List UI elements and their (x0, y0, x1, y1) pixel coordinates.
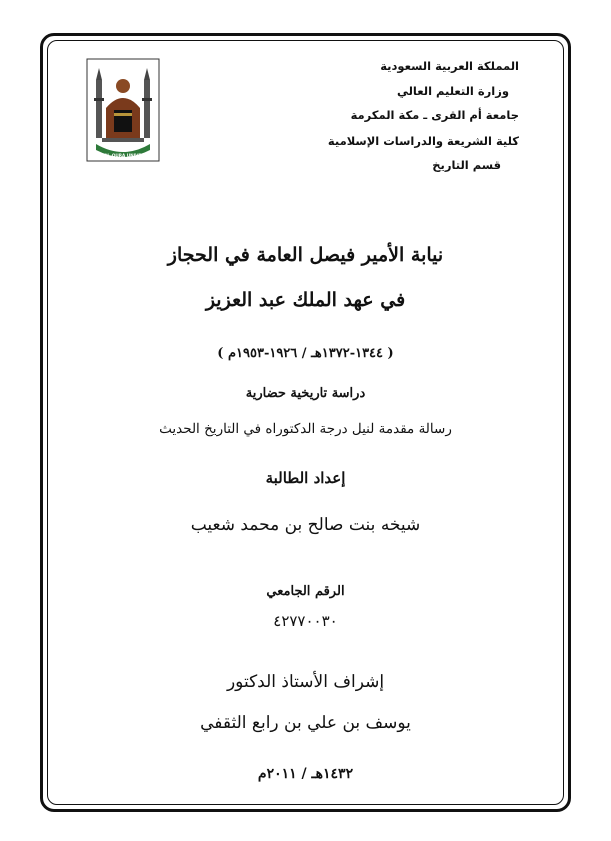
university-id-value: ٤٢٧٧٠٠٣٠ (273, 612, 338, 630)
title-dates: ( ١٣٤٤-١٣٧٢هـ / ١٩٢٦-١٩٥٣م ) (217, 346, 394, 361)
submission-date: ١٤٣٢هـ / ٢٠١١م (257, 766, 354, 782)
student-label: إعداد الطالبة (265, 469, 346, 487)
header-university: جامعة أم القرى ـ مكة المكرمة (350, 108, 519, 122)
student-name: شيخه بنت صالح بن محمد شعيب (190, 515, 421, 535)
degree-statement: رسالة مقدمة لنيل درجة الدكتوراه في التاريخ الحديث (159, 421, 452, 437)
title-line-2: في عهد الملك عبد العزيز (205, 289, 406, 311)
header-department: قسم التاريخ (432, 158, 501, 172)
supervisor-label: إشراف الأستاذ الدكتور (226, 672, 385, 692)
header-college: كلية الشريعة والدراسات الإسلامية (327, 134, 519, 148)
title-line-1: نيابة الأمير فيصل العامة في الحجاز (167, 244, 444, 266)
header-kingdom: المملكة العربية السعودية (380, 59, 519, 73)
supervisor-name: يوسف بن علي بن رابع الثقفي (200, 713, 411, 733)
header-ministry: وزارة التعليم العالي (396, 84, 509, 98)
study-type: دراسة تاريخية حضارية (245, 386, 366, 401)
logo-caption: UMM AL-QURA UNIVERSITY (91, 153, 155, 158)
university-logo (86, 58, 160, 162)
university-id-label: الرقم الجامعي (266, 584, 345, 599)
